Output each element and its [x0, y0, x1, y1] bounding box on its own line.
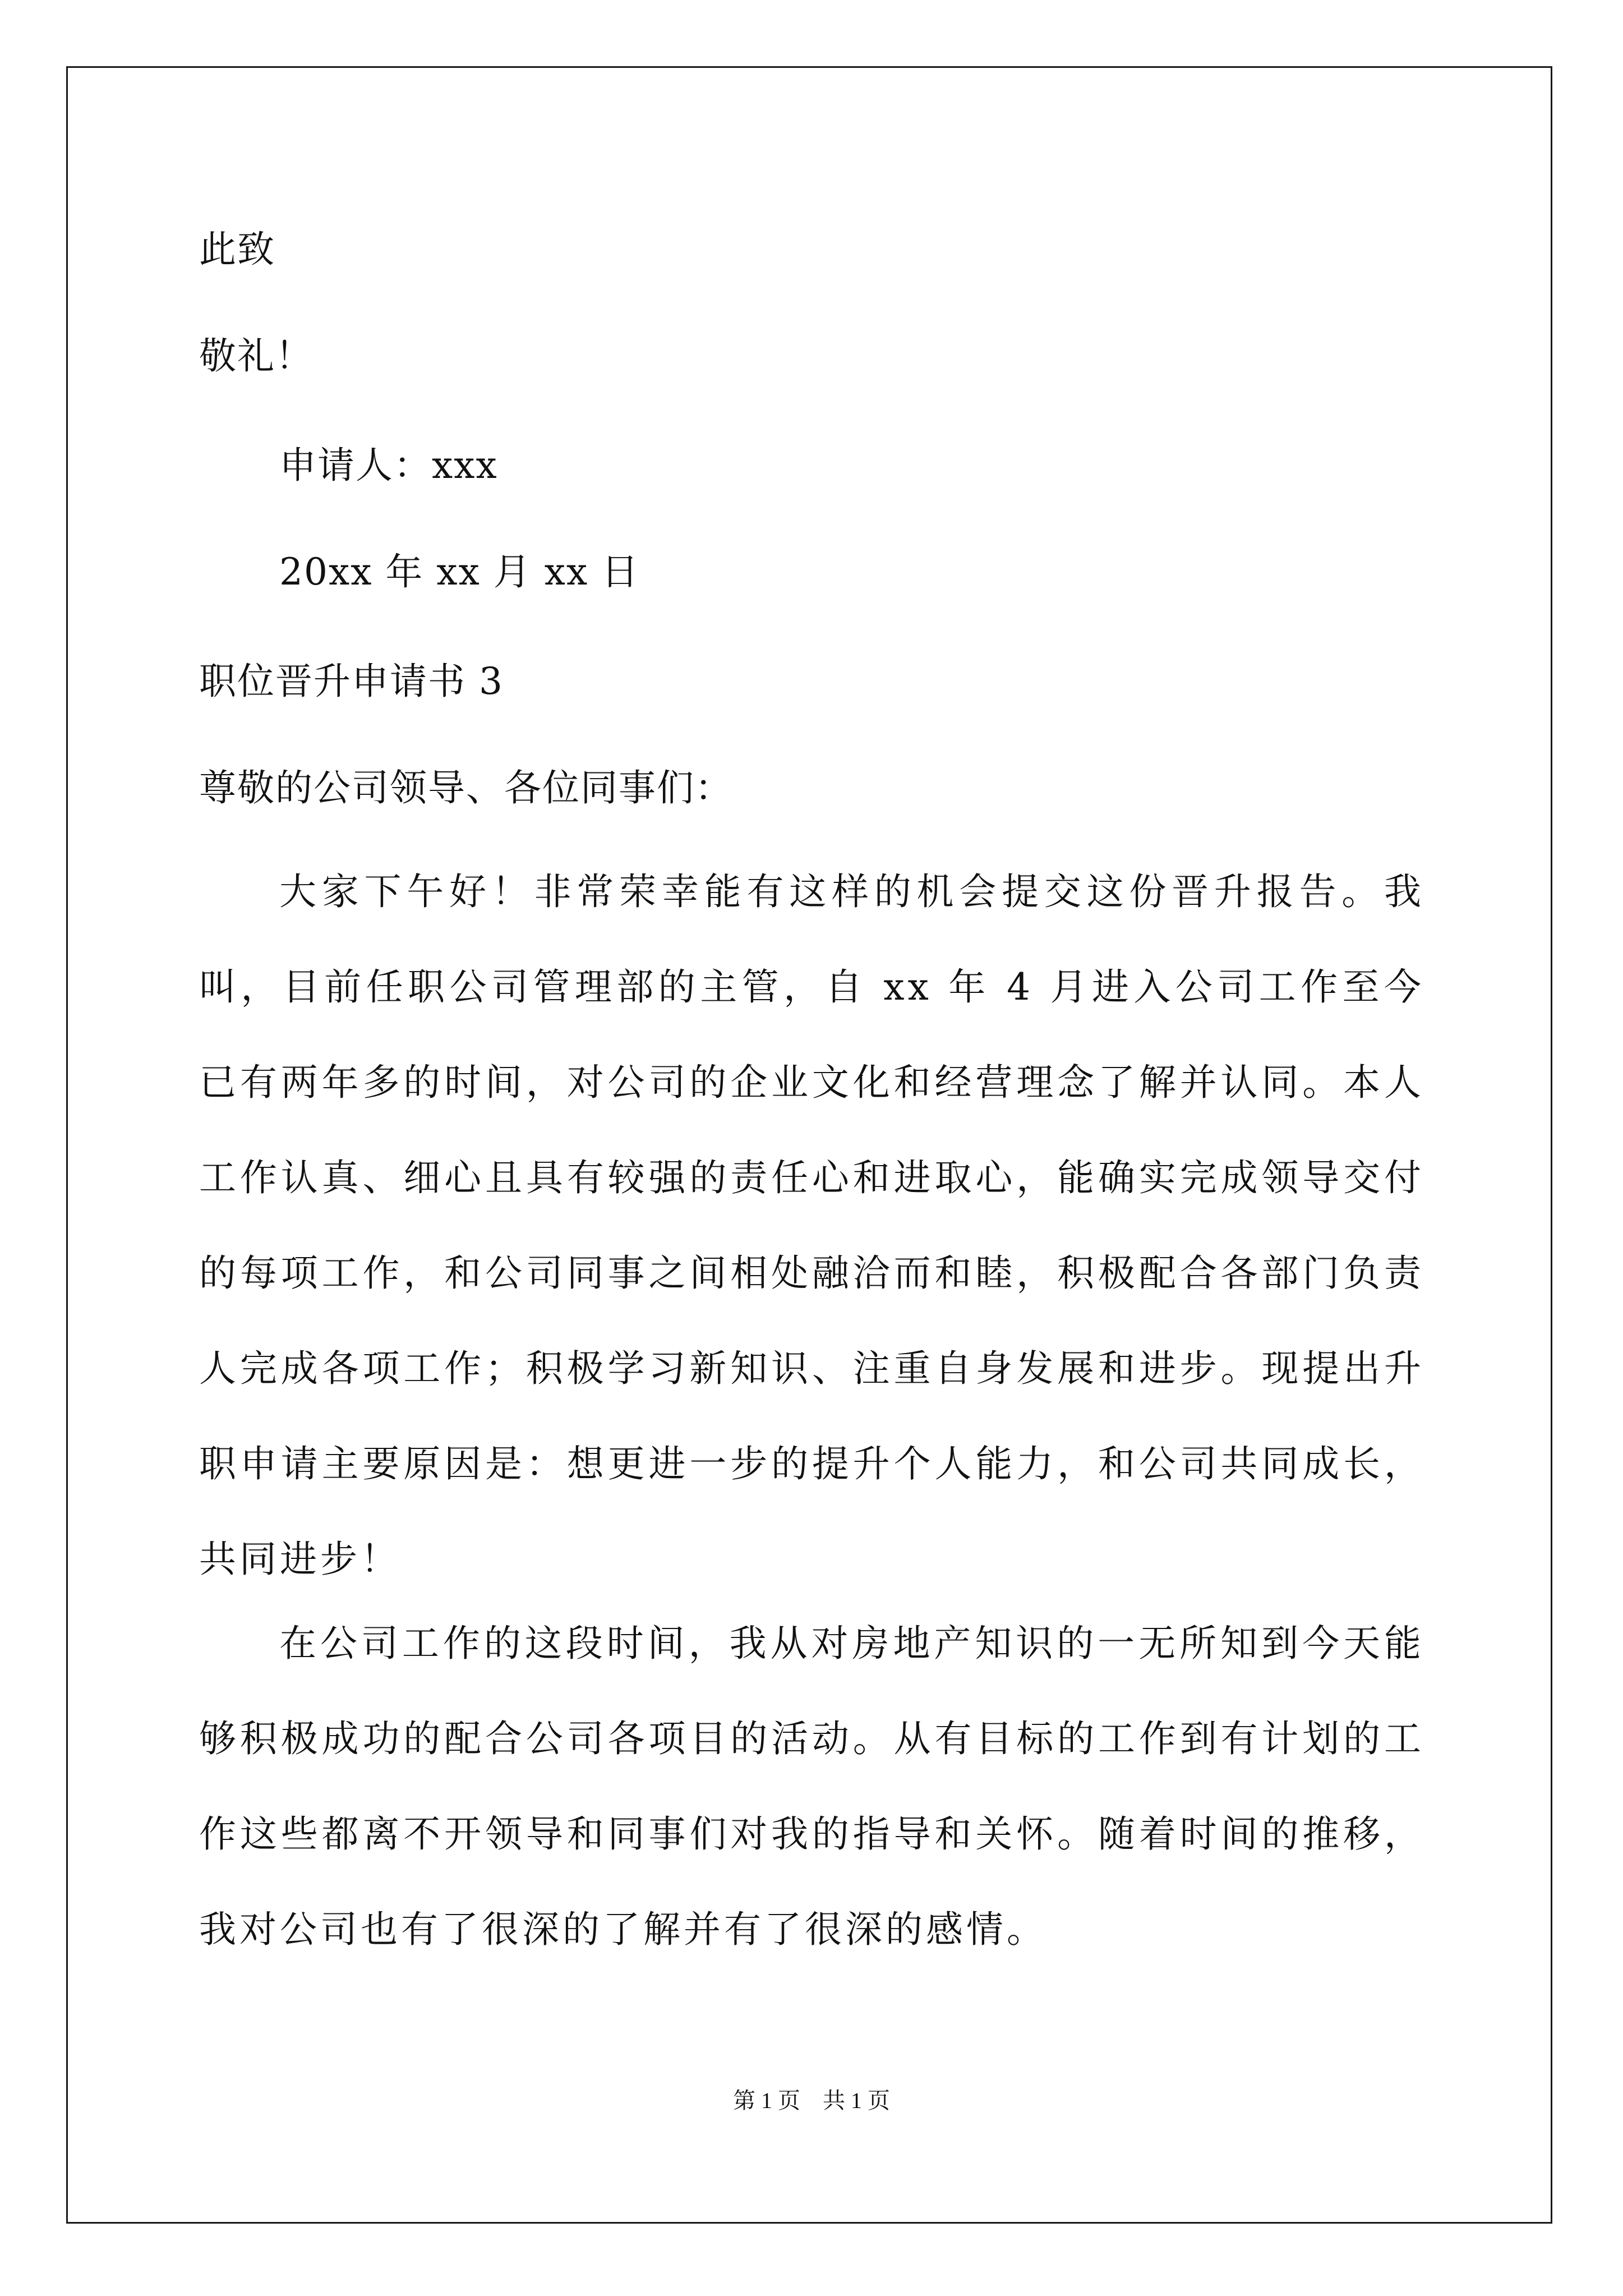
document-title: 职位晋升申请书 3 — [199, 660, 504, 703]
page-number-footer: 第 1 页 共 1 页 — [733, 2088, 890, 2113]
body-paragraph-1: 大家下午好！非常荣幸能有这样的机会提交这份晋升报告。我叫，目前任职公司管理部的主管，自 xx 年 4 月进入公司工作至今已有两年多的时间，对公司的企业文化和经营理念了解并认同。本人工作认真、细心且具有较强的责任心和进取心，能确实完成领导交付的每项工作，和公司同事之间相处融洽而和睦，积极配合各部门负责人完成各项工作；积极学习新知识、注重自身发展和进步。现提出升职申请主要原因是：想更进一步的提升个人能力，和公司共同成长，共同进步！ — [199, 870, 1424, 1581]
applicant-signature: 申请人：xxx — [279, 444, 498, 487]
salutation: 尊敬的公司领导、各位同事们： — [199, 766, 733, 809]
body-paragraph-2: 在公司工作的这段时间，我从对房地产知识的一无所知到今天能够积极成功的配合公司各项目的活动。从有目标的工作到有计划的工作这些都离不开领导和同事们对我的指导和关怀。随着时间的推移，我对公司也有了很深的了解并有了很深的感情。 — [199, 1622, 1424, 1951]
letter-date: 20xx 年 xx 月 xx 日 — [279, 550, 640, 593]
closing-line-2: 敬礼！ — [199, 334, 313, 378]
closing-line-1: 此致 — [199, 228, 275, 271]
